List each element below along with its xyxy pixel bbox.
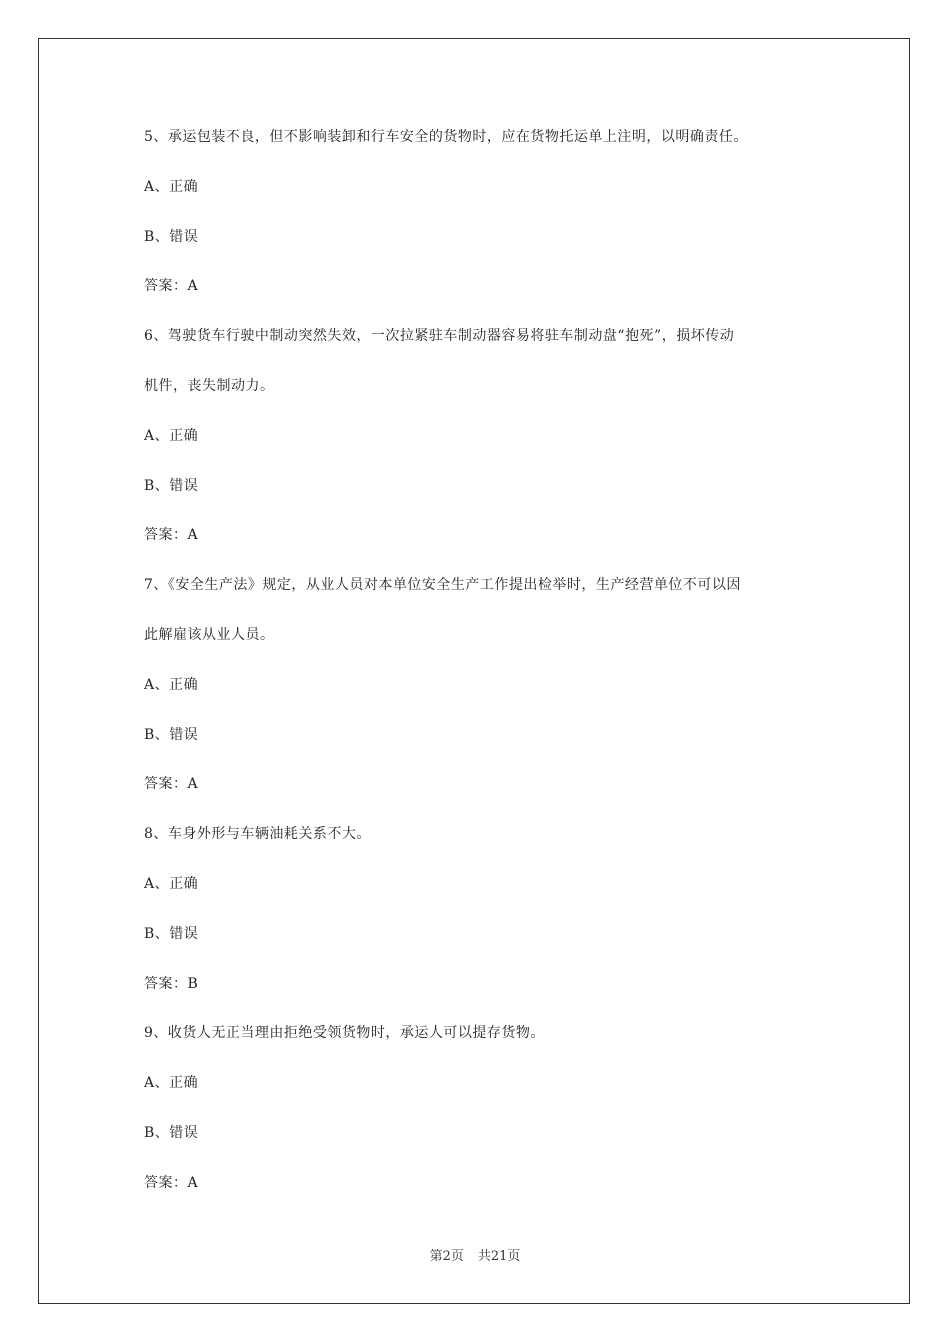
answer: 答案：A xyxy=(144,1174,199,1191)
question-text-continued: 机件，丧失制动力。 xyxy=(144,377,275,394)
answer: 答案：A xyxy=(144,527,199,544)
question-text: 9、收货人无正当理由拒绝受领货物时，承运人可以提存货物。 xyxy=(144,1025,545,1042)
question-text: 6、驾驶货车行驶中制动突然失效，一次拉紧驻车制动器容易将驻车制动盘“抱死”，损坏传动 xyxy=(144,328,735,345)
question-8 xyxy=(144,824,824,1023)
page-total: 共21页 xyxy=(477,1249,521,1264)
question-text: 7、《安全生产法》规定，从业人员对本单位安全生产工作提出检举时，生产经营单位不可以因 xyxy=(144,577,741,594)
option-b: B、错误 xyxy=(144,477,199,494)
option-a: A、正确 xyxy=(144,1075,199,1092)
page-footer xyxy=(0,1248,950,1266)
answer: 答案：B xyxy=(144,975,199,992)
question-list xyxy=(144,127,824,1193)
answer: 答案：A xyxy=(144,278,199,295)
question-text: 8、车身外形与车辆油耗关系不大。 xyxy=(144,826,371,843)
option-a: A、正确 xyxy=(144,676,199,693)
option-b: B、错误 xyxy=(144,925,199,942)
option-b: B、错误 xyxy=(144,1124,199,1141)
question-9 xyxy=(144,1023,824,1192)
option-a: A、正确 xyxy=(144,427,199,444)
option-a: A、正确 xyxy=(144,178,199,195)
question-5 xyxy=(144,127,824,326)
option-b: B、错误 xyxy=(144,726,199,743)
answer: 答案：A xyxy=(144,776,199,793)
option-b: B、错误 xyxy=(144,228,199,245)
question-7 xyxy=(144,575,824,824)
option-a: A、正确 xyxy=(144,875,199,892)
question-6 xyxy=(144,326,824,575)
question-text-continued: 此解雇该从业人员。 xyxy=(144,626,275,643)
page-number: 第2页 xyxy=(429,1249,464,1264)
question-text: 5、承运包装不良，但不影响装卸和行车安全的货物时，应在货物托运单上注明，以明确责任。 xyxy=(144,129,748,145)
